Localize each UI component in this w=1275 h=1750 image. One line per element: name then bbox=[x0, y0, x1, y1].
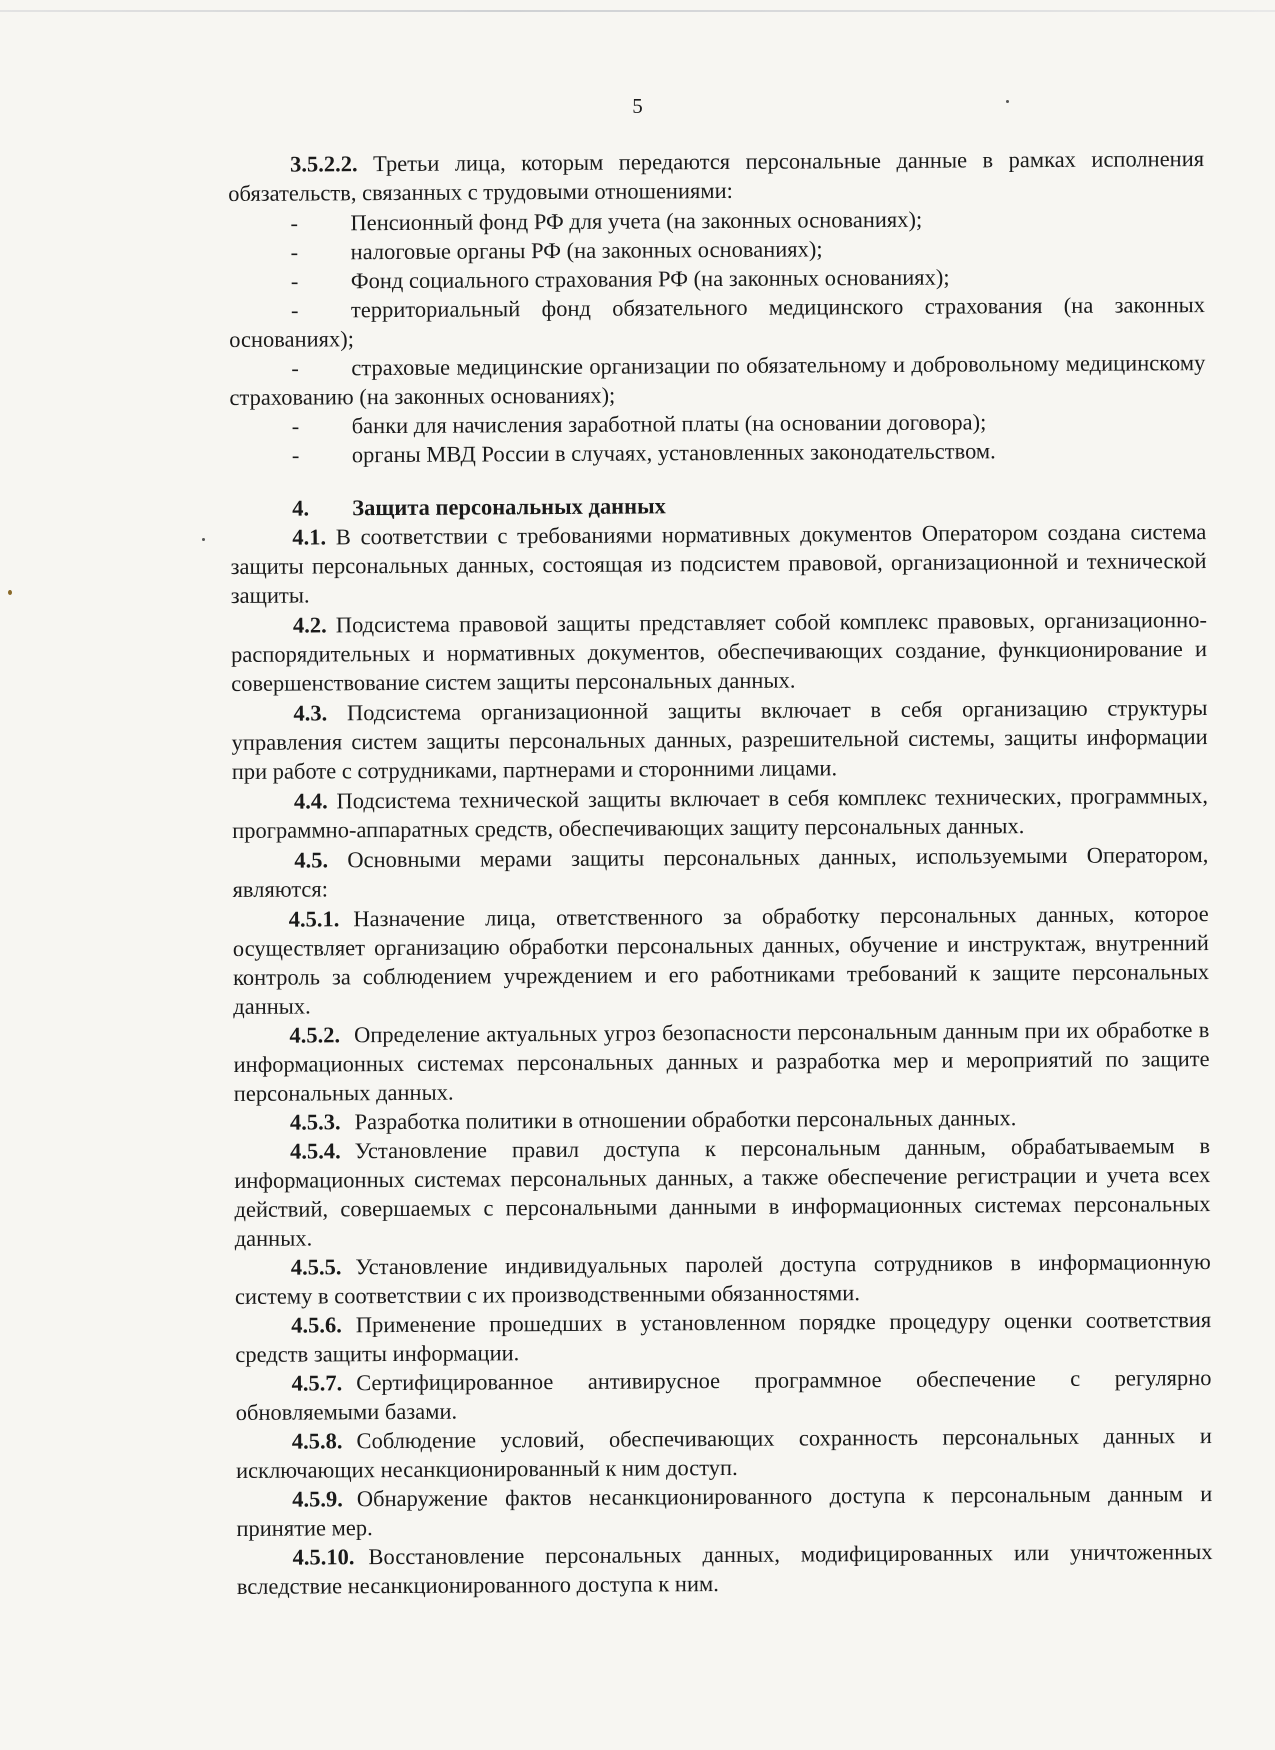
scan-edge-line bbox=[0, 10, 1275, 12]
measure-text: Назначение лица, ответственного за обработку персональных данных, которое осуществляет организацию обработки персональных данных, обучение и инструктаж, внутренний контроль за соблюдением учреждением и его работниками требований к защите персональных данных. bbox=[232, 901, 1210, 1019]
paragraph-number: 4.2. bbox=[292, 612, 327, 638]
list-item-text: Фонд социального страхования РФ (на законных основаниях); bbox=[350, 264, 950, 294]
measure-text: Определение актуальных угроз безопасности персональным данным при их обработке в информационных системах персональных данных и разработка мер и мероприятий по защите персональных данных. bbox=[233, 1017, 1210, 1106]
measure-number: 4.5.7. bbox=[291, 1370, 343, 1396]
measure-4-5-10 bbox=[237, 1537, 1213, 1601]
paragraph-4-2 bbox=[231, 605, 1208, 698]
list-dash: - bbox=[290, 239, 299, 265]
measure-4-5-4 bbox=[234, 1131, 1211, 1253]
paragraph-4-5 bbox=[232, 840, 1208, 904]
list-item-text: Пенсионный фонд РФ для учета (на законных основаниях); bbox=[350, 206, 923, 236]
paragraph-number: 4.5. bbox=[294, 847, 329, 873]
list-item-text: страховые медицинские организации по обязательному и добровольному медицинскому страхованию (на законных основаниях); bbox=[229, 350, 1206, 410]
section-title: Защита персональных данных bbox=[352, 493, 666, 521]
paragraph-text: Основными мерами защиты персональных данных, используемыми Оператором, являются: bbox=[232, 842, 1209, 902]
measure-number: 4.5.5. bbox=[290, 1254, 342, 1280]
list-item-text: банки для начисления заработной платы (на основании договора); bbox=[351, 409, 987, 439]
list-dash: - bbox=[290, 210, 299, 236]
paragraph-3-5-2-2 bbox=[228, 144, 1204, 208]
measure-text: Соблюдение условий, обеспечивающих сохранность персональных данных и исключающих несанкционированный к ним доступ. bbox=[235, 1423, 1212, 1483]
list-item bbox=[229, 348, 1205, 412]
measure-number: 4.5.3. bbox=[289, 1109, 341, 1135]
measure-text: Обнаружение фактов несанкционированного доступа к персональным данным и принятие мер. bbox=[236, 1481, 1213, 1541]
measure-number: 4.5.9. bbox=[292, 1486, 343, 1512]
list-dash: - bbox=[290, 268, 299, 294]
measure-number: 4.5.6. bbox=[291, 1312, 342, 1338]
paragraph-text: Подсистема технической защиты включает в себя комплекс технических, программных, программно-аппаратных средств, обеспечивающих защиту персональных данных. bbox=[232, 783, 1209, 843]
list-item-text: налоговые органы РФ (на законных основаниях); bbox=[350, 236, 823, 265]
list-item-text: органы МВД России в случаях, установленных законодательством. bbox=[351, 438, 996, 468]
list-dash: - bbox=[291, 355, 299, 381]
scan-speck bbox=[8, 590, 12, 595]
list-item bbox=[230, 435, 1206, 470]
paragraph-number: 4.3. bbox=[293, 700, 328, 726]
scan-speck bbox=[202, 538, 205, 541]
paragraph-text: Третьи лица, которым передаются персональные данные в рамках исполнения обязательств, связанных с трудовыми отношениями: bbox=[228, 146, 1205, 206]
measure-text: Установление правил доступа к персональным данным, обрабатываемым в информационных системах персональных данных, а также обеспечение регистрации и учета всех действий, совершаемых с персональными данными в информационных системах персональных данных. bbox=[234, 1133, 1211, 1251]
list-dash: - bbox=[290, 297, 299, 323]
measure-4-5-6 bbox=[235, 1305, 1211, 1369]
paragraph-4-3 bbox=[231, 693, 1208, 786]
paragraph-text: В соответствии с требованиями нормативных документов Оператором создана система защиты персональных данных, состоящая из подсистем правовой, организационной и технической защиты. bbox=[230, 519, 1207, 608]
paragraph-4-4 bbox=[232, 781, 1208, 845]
section-number: 4. bbox=[292, 495, 310, 521]
paragraph-number: 4.1. bbox=[292, 524, 327, 550]
measure-text: Разработка политики в отношении обработки персональных данных. bbox=[354, 1105, 1017, 1135]
measure-number: 4.5.2. bbox=[289, 1022, 341, 1048]
measure-number: 4.5.4. bbox=[290, 1138, 341, 1164]
paragraph-number: 4.4. bbox=[293, 788, 328, 814]
list-dash: - bbox=[291, 413, 300, 439]
page-number: 5 bbox=[632, 94, 643, 118]
measure-number: 4.5.1. bbox=[288, 906, 340, 932]
measure-4-5-5 bbox=[235, 1247, 1211, 1311]
measure-text: Сертифицированное антивирусное программное обеспечение с регулярно обновляемыми базами. bbox=[235, 1365, 1212, 1425]
paragraph-4-1 bbox=[230, 517, 1207, 610]
measure-4-5-8 bbox=[236, 1421, 1212, 1485]
list-dash: - bbox=[291, 442, 300, 468]
measure-number: 4.5.8. bbox=[291, 1428, 343, 1454]
measure-4-5-1 bbox=[233, 899, 1210, 1021]
document-body bbox=[228, 144, 1213, 1601]
measure-4-5-7 bbox=[235, 1363, 1211, 1427]
measure-4-5-2 bbox=[233, 1015, 1210, 1108]
measure-4-5-9 bbox=[236, 1479, 1212, 1543]
paragraph-number: 3.5.2.2. bbox=[290, 151, 358, 177]
measure-number: 4.5.10. bbox=[292, 1544, 355, 1570]
list-item bbox=[229, 290, 1205, 354]
paragraph-text: Подсистема правовой защиты представляет собой комплекс правовых, организационно-распорядительных и нормативных документов, обеспечивающих создание, функционирование и совершенствование систем защиты персональных данных. bbox=[231, 607, 1208, 696]
measure-text: Восстановление персональных данных, модифицированных или уничтоженных вследствие несанкционированного доступа к ним. bbox=[236, 1539, 1213, 1599]
paragraph-text: Подсистема организационной защиты включает в себя организацию структуры управления систем защиты персональных данных, разрешительной системы, защиты информации при работе с сотрудниками, партнерами и сторонними лицами. bbox=[231, 695, 1208, 784]
measure-text: Установление индивидуальных паролей доступа сотрудников в информационную систему в соответствии с их производственными обязанностями. bbox=[234, 1249, 1211, 1309]
measure-text: Применение прошедших в установленном порядке процедуру оценки соответствия средств защиты информации. bbox=[235, 1307, 1212, 1367]
list-item-text: территориальный фонд обязательного медицинского страхования (на законных основаниях); bbox=[229, 292, 1206, 352]
